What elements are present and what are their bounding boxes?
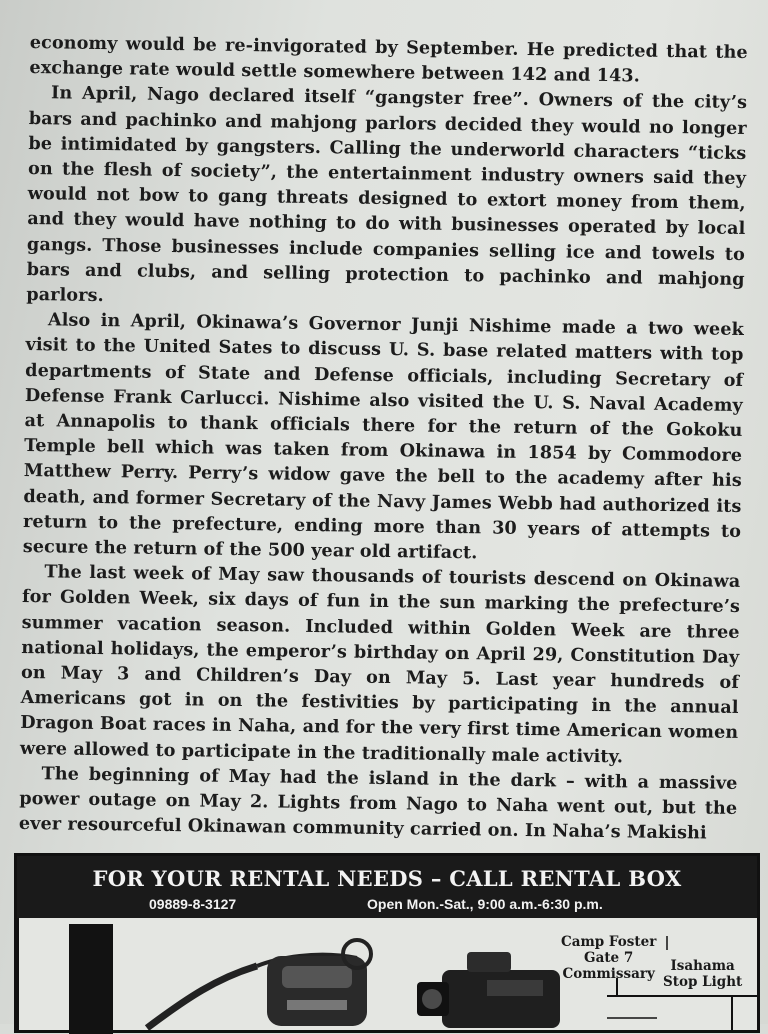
ad-hours: Open Mon.-Sat., 9:00 a.m.-6:30 p.m.	[367, 896, 603, 912]
article-body	[19, 30, 748, 846]
camcorder-icon	[417, 952, 560, 1028]
ad-phone: 09889-8-3127	[149, 896, 237, 912]
paragraph-3: Also in April, Okinawa’s Governor Junji Nishime made a two week visit to the United Sates to discuss U. S. base related matters with top departments of State and Defense officials, including Secretary of Defense Frank Carlucci. Nishime also visited the U. S. Naval Academy at Annapolis to thank officials there for the return of the Gokoku Temple bell which was taken from Okinawa in 1854 by Commodore Matthew Perry. Perry’s widow gave the bell to the academy after his death, and former Secretary of the Navy James Webb had authorized its return to the prefecture, ending more than 30 years of attempts to secure the return of the 500 year old artifact.	[22, 309, 745, 564]
ad-header	[17, 856, 757, 918]
paragraph-2: In April, Nago declared itself “gangster free”. Owners of the city’s bars and pachinko and mahjong parlors decided they would no longer be intimidated by gangsters. Calling the underworld characters “ticks on the flesh of society”, the entertainment industry owners said they would not bow to gang threats designed to extort money from them, and they would have nothing to do with businesses operated by local gangs. Those businesses include companies selling ice and towels to bars and clubs, and selling protection to pachinko and mahjong parlors.	[26, 82, 748, 307]
paragraph-1: economy would be re-invigorated by September. He predicted that the exchange rate would settle somewhere between 142 and 143.	[29, 31, 748, 87]
ad-location-isahama: Isahama Stop Light	[663, 958, 743, 990]
paragraph-4: The last week of May saw thousands of tourists descend on Okinawa for Golden Week, six days of fun in the sun marking the prefecture’s summer vacation season. Included within Golden Week are three national holidays, the emperor’s birthday on April 29, Constitution Day on May 3 and Children’s Day on May 5. Last year hundreds of Americans got in on the festivities by participating in the annual Dragon Boat races in Naha, and for the very first time American women were allowed to participate in the traditionally male activity.	[19, 561, 741, 768]
ad-location-camp-foster: Camp Foster Gate 7 Commissary	[561, 934, 657, 982]
rental-box-advertisement	[14, 853, 760, 1033]
paragraph-5: The beginning of May had the island in the dark – with a massive power outage on May 2. Lights from Nago to Naha went out, but the ever resourceful Okinawan community carried on. In Naha’s Makishi	[18, 763, 738, 844]
ad-title: FOR YOUR RENTAL NEEDS – CALL RENTAL BOX	[92, 866, 682, 891]
tool-icon	[147, 940, 371, 1028]
